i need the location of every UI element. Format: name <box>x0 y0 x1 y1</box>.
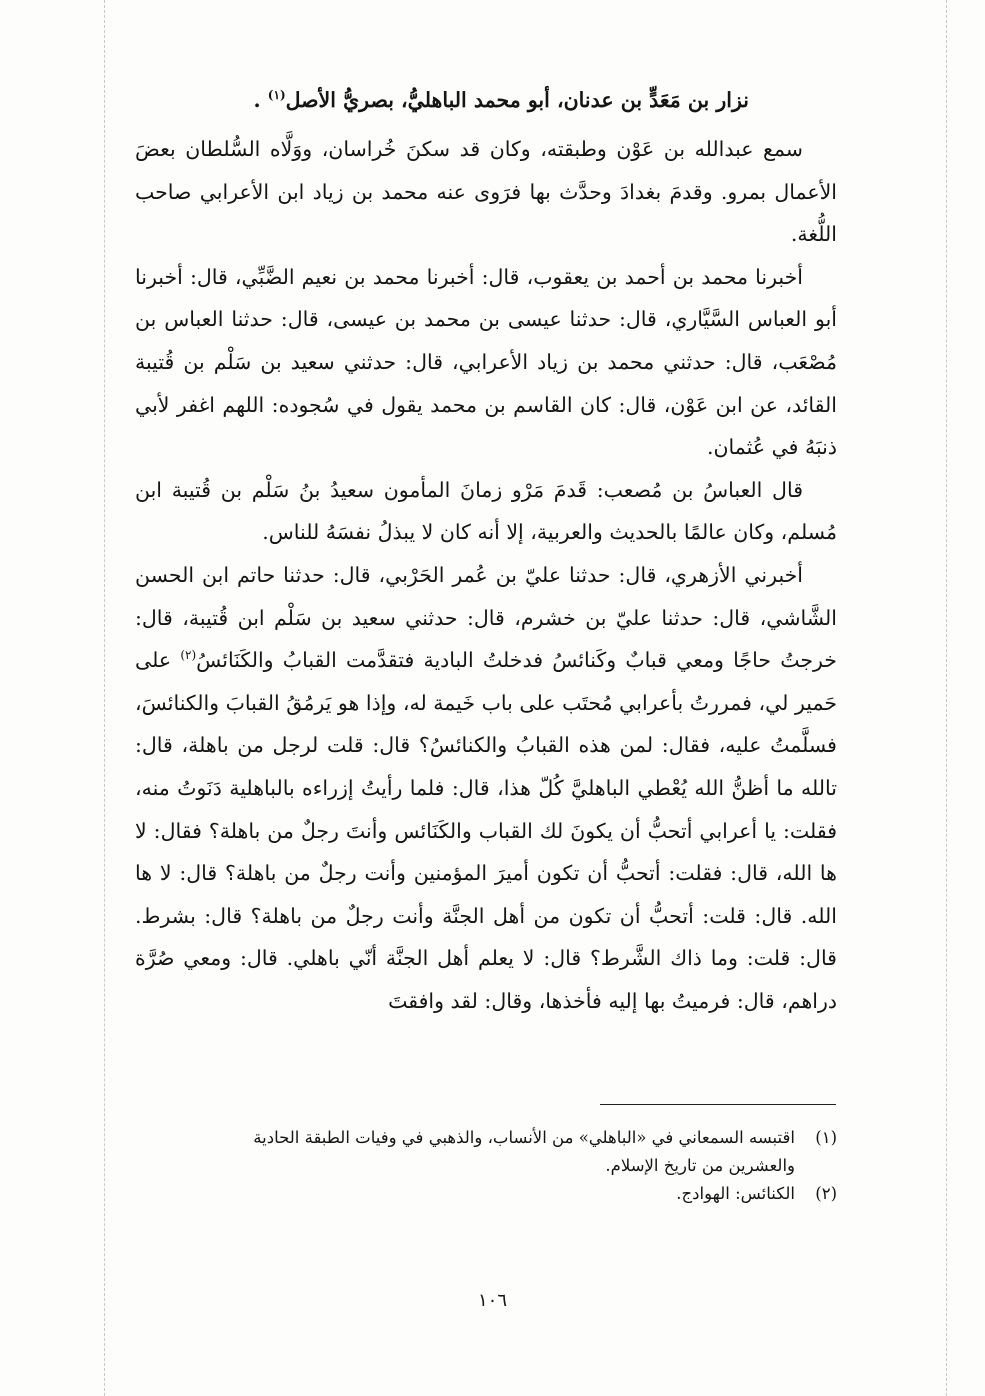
main-text <box>135 78 837 1022</box>
footnotes <box>135 1124 837 1208</box>
footnote-separator <box>600 1104 836 1105</box>
footnote-2 <box>135 1180 837 1208</box>
footnote-2-number: (٢) <box>815 1184 837 1203</box>
footnote-1-number: (١) <box>815 1128 837 1147</box>
page-number: ١٠٦ <box>477 1290 507 1311</box>
paragraph-2: أخبرنا محمد بن أحمد بن يعقوب، قال: أخبرنا محمد بن نعيم الضَّبِّي، قال: أخبرنا أبو العباس السَّيَّاري، قال: حدثنا عيسى بن محمد بن عيسى، قال: حدثنا العباس بن مُصْعَب، قال: حدثني محمد بن زياد الأعرابي، قال: حدثني سعيد بن سَلْم بن قُتيبة القائد، عن ابن عَوْن، قال: كان القاسم بن محمد يقول في سُجوده: اللهم اغفر لأبي ذنبَهُ في عُثمان. <box>135 264 837 460</box>
left-margin-line <box>104 0 105 1396</box>
paragraph-4-footnote-ref: (٢) <box>180 648 197 663</box>
paragraph-4-after: على حَمير لي، فمررتُ بأعرابي مُحتَب على باب خَيمة له، وإذا هو يَرمُقُ القبابَ والكنائسَ، فسلَّمتُ عليه، فقال: لمن هذه القبابُ والكنائسُ؟ قال: قلت لرجل من باهلة، قال: تالله ما أظنُّ الله يُعْطي الباهليَّ كُلّ هذا، قال: فلما رأيتُ إزراءه بالباهلية دَنَوتُ منه، فقلت: يا أعرابي أتحبُّ أن يكونَ لك القباب والكَنَائس وأنتَ رجلٌ من باهلة؟ فقال: لا ها الله، قال: فقلت: أتحبُّ أن تكون أميرَ المؤمنين وأنت رجلٌ من باهلة؟ قال: لا ها الله. قال: قلت: أتحبُّ أن تكون من أهل الجنَّة وأنت رجلٌ من باهلة؟ قال: بشرط. قال: قلت: وما ذاك الشَّرط؟ قال: لا يعلم أهل الجنَّة أنّي باهلي. قال: ومعي صُرَّة دراهم، قال: فرميتُ بها إليه فأخذها، وقال: لقد وافقتَ <box>135 648 837 1013</box>
paragraph-4 <box>135 554 837 1023</box>
paragraph-3: قال العباسُ بن مُصعب: قَدمَ مَرْو زمانَ المأمون سعيدُ بنُ سَلْم بن قُتيبة ابن مُسلم، وكان عالمًا بالحديث والعربية، إلا أنه كان لا يبذلُ نفسَهُ للناس. <box>135 477 837 545</box>
footnote-2-text: الكنائس: الهوادج. <box>676 1184 795 1203</box>
right-margin-line <box>946 0 947 1396</box>
heading-end: . <box>253 88 268 112</box>
entry-heading <box>135 78 837 122</box>
footnote-1 <box>135 1124 837 1152</box>
heading-footnote-ref: (١) <box>267 88 286 103</box>
footnote-1-text: اقتبسه السمعاني في «الباهلي» من الأنساب، والذهبي في وفيات الطبقة الحادية <box>253 1128 795 1147</box>
footnote-1-continuation: والعشرين من تاريخ الإسلام. <box>605 1156 795 1175</box>
heading-text: نزار بن مَعَدٍّ بن عدنان، أبو محمد الباهليُّ، بصريُّ الأصل <box>285 88 749 112</box>
paragraph-1: سمع عبدالله بن عَوْن وطبقته، وكان قد سكنَ خُراسان، ووَلَّاه السُّلطان بعضَ الأعمال بمرو. وقدمَ بغدادَ وحدَّث بها فرَوى عنه محمد بن زياد ابن الأعرابي صاحب اللُّغة. <box>135 137 837 247</box>
paragraph-4-before: أخبرني الأزهري، قال: حدثنا عليّ بن عُمر الحَرْبي، قال: حدثنا حاتم ابن الحسن الشَّاشي، قال: حدثنا عليّ بن خشرم، قال: حدثني سعيد بن سَلْم ابن قُتيبة، قال: خرجتُ حاجًا ومعي قبابٌ وكَنائسُ فدخلتُ البادية فتقدَّمت القبابُ والكَنَائسُ <box>135 562 837 673</box>
